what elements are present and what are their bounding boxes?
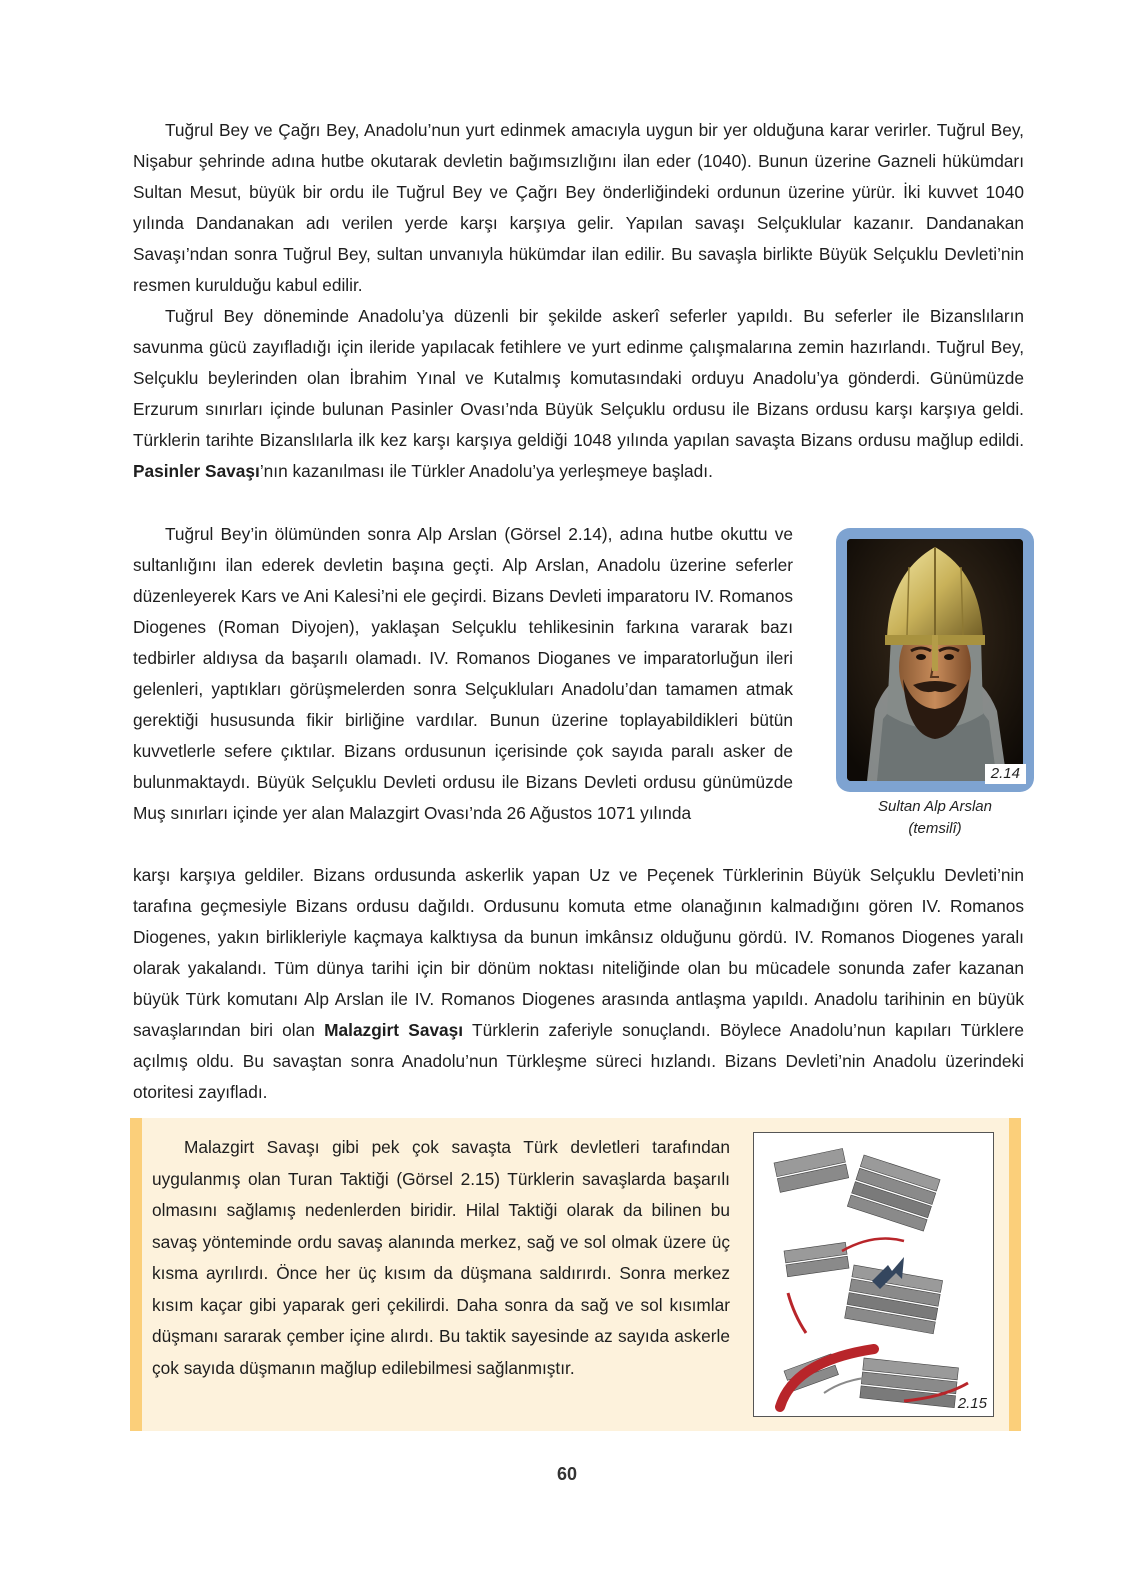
info-box-turan-taktigi — [130, 1118, 1021, 1431]
paragraph-text: Tuğrul Bey ve Çağrı Bey, Anadolu’nun yurt edinmek amacıyla uygun bir yer olduğuna karar verirler. Tuğrul Bey, Nişabur şehrinde adına hutbe okutarak devletin bağımsızlığını ilan eder (1040). Bunun üzerine Gazneli hükümdarı Sultan Mesut, büyük bir ordu ile Tuğrul Bey ve Çağrı Bey önderliğindeki ordunun üzerine yürür. İki kuvvet 1040 yılında Dandanakan adı verilen yerde karşı karşıya gelir. Yapılan savaşı Selçuklular kazanır. Dandanakan Savaşı’ndan sonra Tuğrul Bey, sultan unvanıyla hükümdar ilan edilir. Bu savaşla birlikte Büyük Selçuklu Devleti’nin resmen kurulduğu kabul edilir. — [133, 120, 1024, 295]
text-run: ’nın kazanılması ile Türkler Anadolu’ya yerleşmeye başladı. — [259, 461, 713, 481]
figure-caption — [836, 796, 1034, 840]
text-run: Tuğrul Bey döneminde Anadolu’ya düzenli bir şekilde askerî seferler yapıldı. Bu seferler ile Bizanslıların savunma gücü zayıfladığı için ileride yapılacak fetihlere ve yurt edinme çalışmalarına zemin hazırlandı. Tuğrul Bey, Selçuklu beylerinden olan İbrahim Yınal ve Kutalmış komutasındaki orduyu Anadolu’ya gönderdi. Günümüzde Erzurum sınırları içinde bulunan Pasinler Ovası’nda Büyük Selçuklu ordusu ile Bizans ordusu karşı karşıya geldi. Türklerin tarihte Bizanslılarla ilk kez karşı karşıya geldiği 1048 yılında yapılan savaşta Bizans ordusu mağlup edildi. — [133, 306, 1024, 450]
figure-alp-arslan — [836, 528, 1034, 792]
paragraph-pasinler — [133, 301, 1024, 487]
paragraph-alp-arslan — [133, 519, 793, 829]
info-box-text — [152, 1132, 730, 1384]
box-right-bar — [1009, 1118, 1021, 1431]
paragraph-malazgirt — [133, 860, 1024, 1108]
bold-term-malazgirt: Malazgirt Savaşı — [324, 1020, 464, 1040]
paragraph-text: Malazgirt Savaşı gibi pek çok savaşta Türk devletleri tarafından uygulanmış olan Turan Taktiği (Görsel 2.15) Türklerin savaşlarda başarılı olmasını sağlamış nedenlerden biridir. Hilal Taktiği olarak da bilinen bu savaş yönteminde ordu savaş alanında merkez, sağ ve sol olmak üzere üç kısma ayrılırdı. Önce her üç kısım da düşmana saldırırdı. Sonra merkez kısım kaçar gibi yaparak geri çekilirdi. Daha sonra da sağ ve sol kısımlar düşmanı sararak çember içine alırdı. Bu taktik sayesinde az sayıda askerle çok sayıda düşmanın mağlup edilebilmesi sağlanmıştır. — [152, 1137, 730, 1378]
figure-turan-taktigi — [753, 1132, 994, 1417]
figure-number: 2.15 — [957, 1395, 987, 1412]
text-run: karşı karşıya geldiler. Bizans ordusunda askerlik yapan Uz ve Peçenek Türklerinin Büyük Selçuklu Devleti’nin tarafına geçmesiyle Bizans ordusu dağıldı. Ordusunu komuta etme olanağının kalmadığını gören IV. Romanos Diogenes, yakın birlikleriyle kaçmaya kalktıysa da bunun imkânsız olduğunu gördü. IV. Romanos Diogenes yaralı olarak yakalandı. Tüm dünya tarihi için bir dönüm noktası niteliğinde olan bu mücadele sonunda zafer kazanan büyük Türk komutanı Alp Arslan ile IV. Romanos Diogenes arasında antlaşma yapıldı. Anadolu tarihinin en büyük savaşlarından biri olan — [133, 865, 1024, 1040]
figure-number: 2.14 — [985, 764, 1026, 784]
paragraph-dandanakan — [133, 115, 1024, 301]
battle-tactic-illustration — [754, 1133, 993, 1416]
paragraph-text — [133, 301, 1024, 487]
paragraph-text: Tuğrul Bey’in ölümünden sonra Alp Arslan (Görsel 2.14), adına hutbe okuttu ve sultanlığını ilan ederek devletin başına geçti. Alp Arslan, Anadolu üzerine seferler düzenleyerek Kars ve Ani Kalesi’ni ele geçirdi. Bizans Devleti imparatoru IV. Romanos Diogenes (Roman Diyojen), yaklaşan Selçuklu tehlikesinin farkına vararak bazı tedbirler aldıysa da başarılı olamadı. IV. Romanos Dioganes ve imparatorluğun ileri gelenleri, yaptıkları görüşmelerden sonra Selçukluları Anadolu’dan tamamen atmak gerektiği hususunda fikir birliğine vardılar. Bunun üzerine toplayabildikleri bütün kuvvetlerle sefere çıktılar. Bizans ordusunun içerisinde çok sayıda paralı asker de bulunmaktaydı. Büyük Selçuklu Devleti ordusu ile Bizans Devleti ordusu günümüzde Muş sınırları içinde yer alan Malazgirt Ovası’nda 26 Ağustos 1071 yılında — [133, 524, 793, 823]
text-run: Türklerin zaferiyle sonuçlandı. Böylece Anadolu’nun kapıları Türklere açılmış oldu. Bu savaştan sonra Anadolu’nun Türkleşme süreci hızlandı. Bizans Devleti’nin Anadolu üzerindeki otoritesi zayıfladı. — [133, 1020, 1025, 1102]
page-number: 60 — [556, 1464, 578, 1484]
alp-arslan-portrait — [847, 539, 1023, 781]
caption-note: (temsilî) — [908, 820, 962, 837]
paragraph-text — [133, 860, 1024, 1108]
box-left-bar — [130, 1118, 142, 1431]
portrait-illustration — [847, 539, 1023, 781]
caption-title: Sultan Alp Arslan — [878, 798, 992, 815]
bold-term-pasinler: Pasinler Savaşı — [133, 461, 260, 481]
